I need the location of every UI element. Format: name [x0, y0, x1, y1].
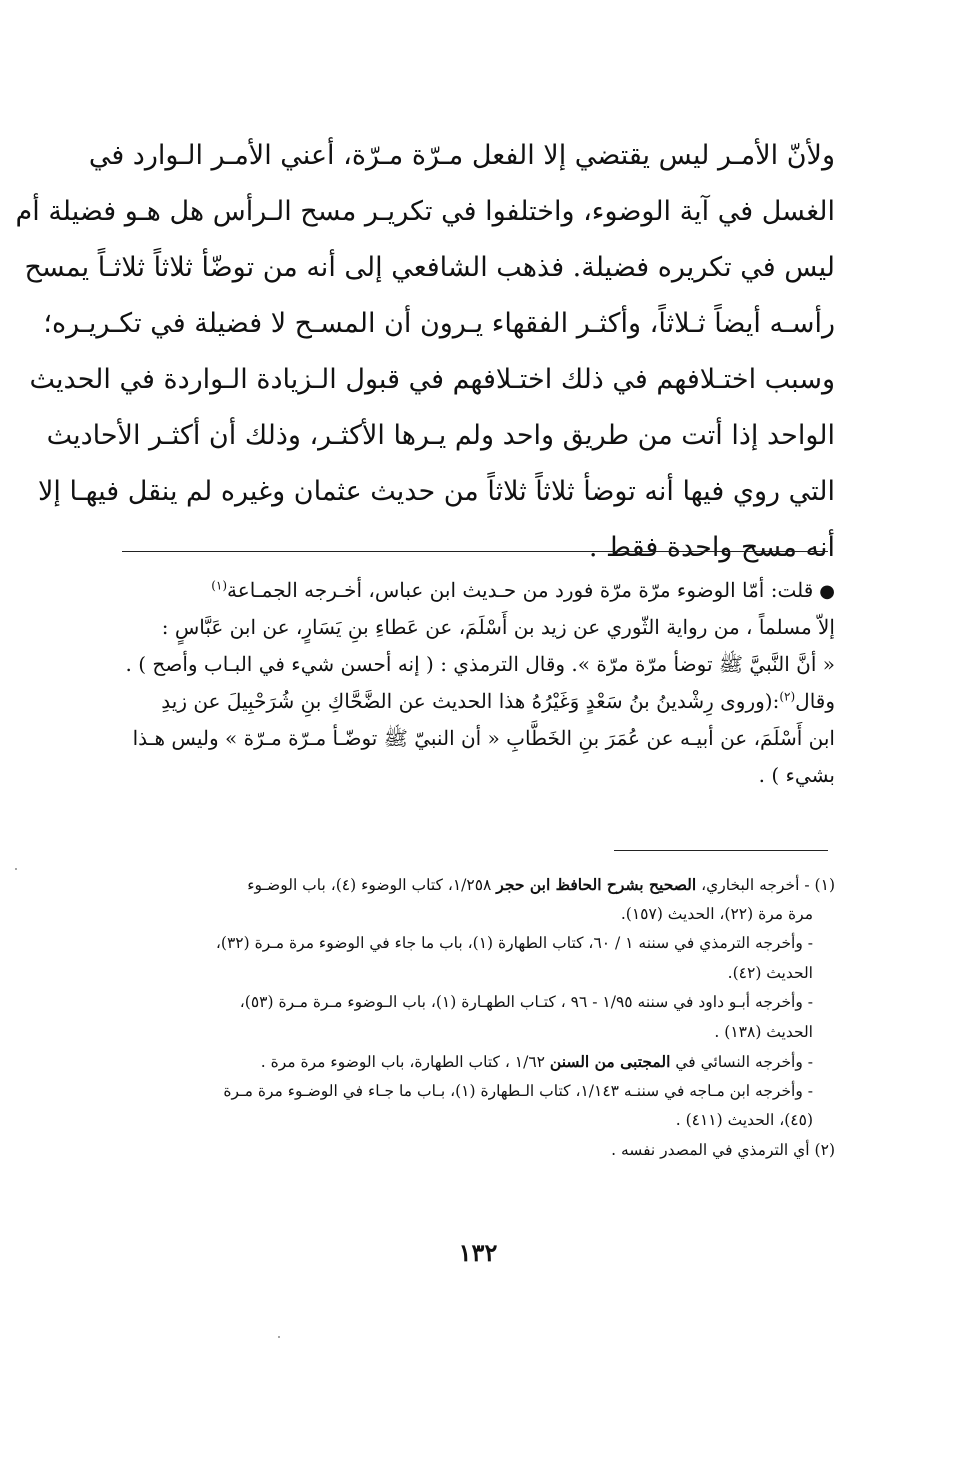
main-text	[15, 128, 835, 576]
commentary-block	[100, 572, 835, 794]
section-divider	[122, 551, 828, 552]
footnote-ref-1[interactable]: (١)	[211, 578, 228, 593]
commentary-text: :(وروى رِشْدينُ بنُ سَعْدٍ وَغَيْرُهُ هذا الحديث عن الضَّحَّاكِ بنِ شُرَحْبِيلَ عن زيدِ	[161, 689, 780, 713]
footnote-line: - وأخرجه الترمذي في سننه ١ / ٦٠، كتاب الطهارة (١)، باب ما جاء في الوضوء مرة مـرة (٣٢)،	[215, 934, 813, 952]
commentary-line	[100, 572, 835, 609]
book-title: الصحيح بشرح الحافظ ابن حجر	[496, 875, 697, 894]
footnote-divider	[614, 850, 828, 851]
bullet-icon: ●	[819, 581, 835, 602]
commentary-text: قلت: أمّا الوضوء مرّة مرّة فورد من حـديث ابن عباس، أخـرجه الجمـاعة	[227, 578, 814, 602]
book-title: المجتبى من السنن	[549, 1052, 671, 1071]
footnote-text: أي الترمذي في المصدر نفسه .	[611, 1140, 810, 1159]
main-text-line: رأسـه أيضاً ثـلاثاً، وأكثـر الفقهاء يـرون أن المسـح لا فضيلة في تكـريـره؛	[43, 308, 835, 339]
main-text-line: ليس في تكريره فضيلة. فذهب الشافعي إلى أنه من توضّأ ثلاثاً ثلاثـاً يمسح	[24, 252, 835, 283]
footnote-number: (١)	[814, 876, 835, 894]
scan-speck	[278, 1336, 280, 1338]
footnote-number: (٢)	[814, 1140, 835, 1159]
scan-speck	[15, 868, 17, 870]
commentary-line: بشيء ) .	[758, 763, 835, 787]
main-text-line: وسبب اختـلافهم في ذلك اختـلافهم في قبول الـزيادة الـواردة في الحديث	[29, 364, 835, 395]
commentary-line	[100, 683, 835, 720]
footnote-line: - وأخرجه ابن مـاجه في سننـه ١/١٤٣، كتاب الـطهارة (١)، بـاب ما جـاء في الوضـوء مرة مـرة	[223, 1081, 813, 1100]
footnote-text: ١/٢٥٨، كتاب الوضوء (٤)، باب الوضـوء	[247, 876, 492, 894]
commentary-line: ابن أَسْلَمَ، عن أبيـه عن عُمَرَ بنِ الخَطَّابِ « أن النبيّ ﷺ توضّـأ مـرّة مـرّة » وليس هـذا	[132, 726, 835, 750]
footnote-text: - وأخرجه النسائي في	[675, 1053, 813, 1071]
footnote-1	[100, 870, 835, 900]
main-text-line: ولأنّ الأمـر ليس يقتضي إلا الفعل مـرّة مـرّة، أعني الأمـر الـوارد في	[88, 140, 835, 171]
main-text-line: الغسل في آية الوضوء، واختلفوا في تكريـر مسح الـرأس هل هـو فضيلة أم	[15, 196, 835, 227]
footnote-line: - وأخرجه أبـو داود في سننه ١/٩٥ - ٩٦ ، كتـاب الطهـارة (١)، باب الـوضوء مـرة مـرة (٥٣)،	[239, 993, 813, 1011]
footnote-line	[100, 1047, 835, 1077]
footnote-line: الحديث (٤٢).	[727, 963, 813, 982]
footnote-text: ١/٦٢ ، كتاب الطهارة، باب الوضوء مرة مرة .	[260, 1053, 545, 1071]
commentary-line: إلاّ مسلماً ، من رواية الثّوري عن زيد بن أَسْلَمَ، عن عَطاءِ بنِ يَسَارٍ، عن ابن عَبَّاسٍ :	[161, 615, 835, 639]
main-text-line: التي روي فيها أنه توضأ ثلاثاً ثلاثاً من حديث عثمان وغيره لم ينقل فيهـا إلا	[38, 476, 835, 507]
footnote-text: - أخرجه البخاري،	[701, 876, 810, 894]
footnote-ref-2[interactable]: (٢)	[779, 689, 796, 704]
footnotes	[100, 870, 835, 1165]
main-text-line: الواحد إذا أتت من طريق واحد ولم يـرها الأكثـر، وذلك أن أكثـر الأحاديث	[46, 420, 835, 451]
main-text-line: أنه مسح واحدة فقط .	[588, 532, 835, 563]
commentary-line: « أنَّ النَّبيَّ ﷺ توضأ مرّة مرّة ». وقال الترمذي : ( إنه أحسن شيء في البـاب وأصح ) .	[125, 652, 835, 676]
footnote-line: مرة مرة (٢٢)، الحديث (١٥٧).	[620, 904, 813, 923]
commentary-text: وقال	[795, 689, 835, 713]
footnote-line: الحديث (١٣٨) .	[714, 1022, 813, 1041]
page-number: ١٣٢	[458, 1238, 498, 1267]
footnote-line: (٤٥)، الحديث (٤١١) .	[675, 1111, 813, 1129]
footnote-2	[100, 1136, 835, 1166]
